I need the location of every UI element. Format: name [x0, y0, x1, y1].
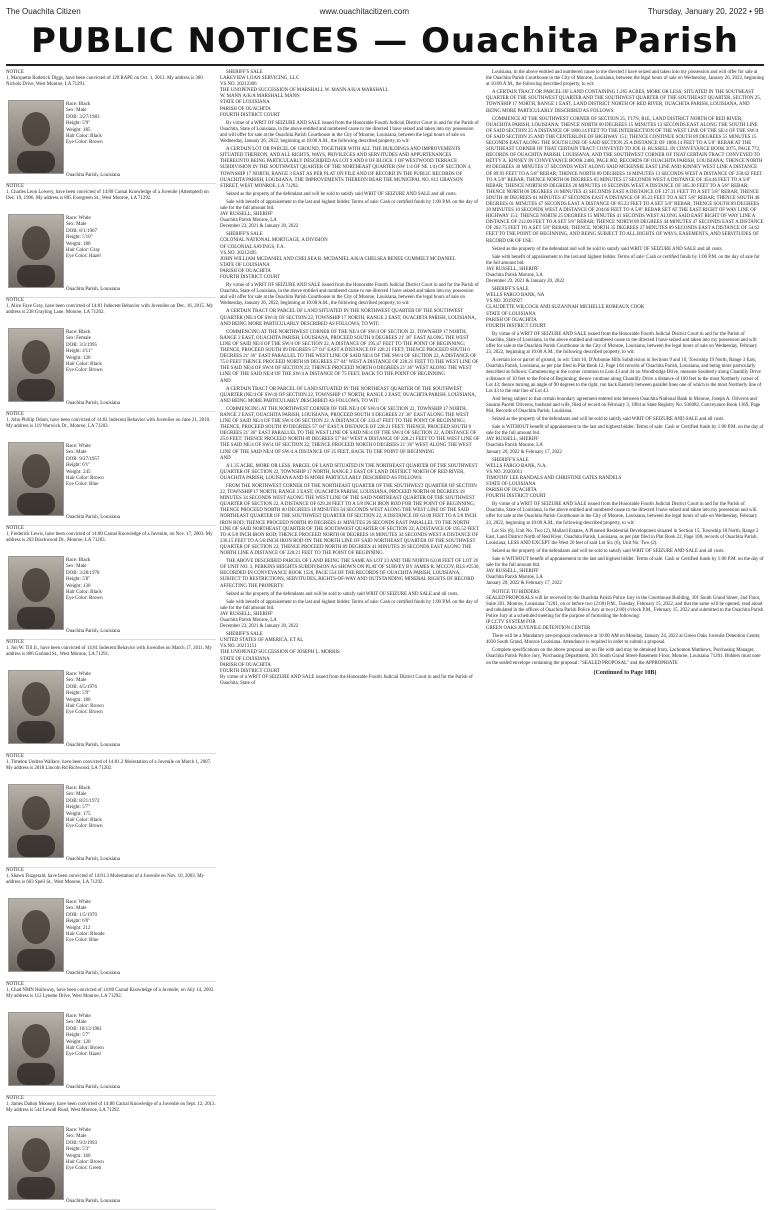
legal-paragraph: Seized as the property of the defendants and will be sold to satisfy said WRIT OF SEIZURE AND SALE and all costs.	[492, 548, 725, 554]
stat-line: Hair Color: Blonde	[66, 932, 105, 938]
notice-text: NOTICE 1, Marquette Roderick Diggs, have been convicted of 120 RAPE on Oct. 1, 2013. My address is 300 Nichols Drive, West Monroe, LA 71291.	[6, 70, 203, 87]
stat-line: DOB: 3/27/1983	[66, 114, 100, 120]
offender-stats	[66, 558, 103, 603]
stat-line: Height: 4'11"	[66, 349, 93, 355]
notice-text: NOTICE 1, Shawn Fitzgerald, have been convicted of 14:81.3 Molestation of a Juvenile on Nov. 10, 2003. My address is 603 Spell St., West Monroe, LA 71292.	[6, 868, 204, 885]
notice-location: Ouachita Parish, Louisiana	[66, 1084, 121, 1090]
stat-line: Sex: Female	[66, 336, 91, 342]
stat-line: Height: 6'0"	[66, 919, 91, 925]
offender-stats	[66, 900, 105, 945]
continued-note: (Continued to Page 10B)	[593, 669, 657, 676]
offender-notice	[6, 298, 216, 412]
stat-line: Sex: Male	[66, 792, 87, 798]
offender-photo	[8, 556, 64, 630]
stat-line: Race: Black	[66, 330, 91, 335]
stat-line: DOB: 9/3/1993	[66, 1140, 97, 1146]
page-header	[6, 4, 764, 18]
notice-location: Ouachita Parish, Louisiana	[66, 1198, 121, 1204]
section-banner	[0, 20, 770, 62]
legal-paragraph: Seized as the property of the defendant and will be sold to satisfy said WRIT OF SEIZURE AND SALE and all costs.	[226, 191, 457, 197]
legal-paragraph: SHERIFF'S SALE UNITED STATES OF AMERICA, ET AL VS.NO. 20213151 THE UNOPENED SUCCESSION OF JOSEPH L. MORRIS STATE OF LOUISIANA PARISH OF OUACHITA FOURTH DISTRICT COURT By virtue of a WRIT OF SEIZURE AND SALE issued from the Honorable Fourth Judicial District Court in and for the Parish of Ouachita, State of	[220, 632, 473, 686]
stat-line: Race: Black	[66, 786, 91, 791]
date-page: Thursday, January 20, 2022 • 9B	[647, 6, 764, 16]
notice-location: Ouachita Parish, Louisiana	[66, 400, 121, 406]
stat-line: Weight: 130	[66, 583, 91, 589]
notice-text: NOTICE 1, James Dalton Mooney, have been convicted of 14:80 Carnal Knowledge of a Juvenile on Sept. 12, 2013. My address is 544 Lewall Road, West Monroe, LA 71292.	[6, 1096, 216, 1113]
stat-line: Height: 5'7"	[66, 1033, 91, 1039]
stat-line: Weight: 120	[66, 1039, 91, 1045]
stat-line: Height: 5'3"	[66, 1147, 91, 1153]
stat-line: Hair Color: Brown	[66, 1160, 104, 1166]
stat-line: Hair Color: Black	[66, 818, 102, 824]
offender-stats	[66, 444, 104, 489]
legal-paragraph: SHERIFF'S SALE WELLS FARGO BANK, N.A. VS.NO. 20203011 TIMOTHY LEE RANDALS AND CHRISTINE GATES RANDELS STATE OF LOUISIANA PARISH OF OUACHITA FOURTH DISTRICT COURT	[486, 457, 622, 500]
offender-photo	[8, 670, 64, 744]
stat-line: DOB: 4/5/1976	[66, 684, 97, 690]
offender-notice	[6, 1096, 216, 1210]
stat-line: Hair Color: Brown	[66, 704, 104, 710]
stat-line: Height: 5'9"	[66, 691, 91, 697]
stat-line: DOB: 8/1/1967	[66, 228, 97, 234]
offender-photo	[8, 1012, 64, 1086]
stat-line: Weight: 175	[66, 811, 91, 817]
stat-line: Sex: Male	[66, 1134, 87, 1140]
notice-location: Ouachita Parish, Louisiana	[66, 628, 121, 634]
stat-line: Sex: Male	[66, 450, 87, 456]
legal-paragraph: Seized as the property of the defendant and will be sold to satisfy said WRIT OF SEIZURE AND SALE and all costs.	[492, 246, 723, 252]
legal-paragraph: THE ABOVE DESCRIBED PARCEL OF LAND BEING THE SAME AS LOT 23 AND THE NORTH 63.00 FEET OF LOT 26 OF UNIT NO. 3, PERKINS HEIGHTS SUBDIVISION AS SHOWN ON PLAT OF SURVEY BY JAMES R. MCCOY, RLS #2530, RECORDED IN CONVEYANCE BOOK 1526, PAGE 554 OF THE RECORDS OF OUACHITA PARISH, LOUISIANA, SUBJECT TO RESTRICTIONS, SERVITUDES, RIGHTS-OF-WAY AND OUTSTANDING MINERAL RIGHTS OF RECORD AFFECTING THE PROPERTY.	[220, 559, 480, 589]
legal-paragraph: COMMENCE AT THE SOUTHWEST CORNER OF SECTION 25, T17N, R1E, LAND DISTRICT NORTH OF RED RIVER, OUACHITA PARISH, LOUISIANA; THENCE NORTH 00 DEGREES 15 MINUTES 13 SECONDS EAST ALONG THE SOUTH LINE OF SAID SECTION 25 A DISTANCE OF 1800.14 FEET TO THE INTERSECTION OF THE WEST LINE OF THE SE/4 OF THE SW/4 OF SAID SECTION 25 AND THE CENTERLINE OF HIGHWAY 151; THENCE CONTINUE SOUTH 89 DEGREES 55 MINUTES 15 SECONDS EAST ALONG THE SOUTH LINE OF SAID SECTION 25 A DISTANCE OF 1800.14 FEET TO A 5/8" REBAR AT THE SOUTHEAST CORNER OF THAT CERTAIN TRACT CONVEYED TO JOE H. RUSSELL IN CONVEYANCE BOOK 2075, PAGE 772, RECORDS OF OUACHITA PARISH, LOUISIANA, AND THE SOUTHWEST CORNER OF THAT CERTAIN TRACT CONVEYED TO BETTY A. KINNEY IN CONVEYANCE BOOK 2400, PAGE 802, RECORDS OF OUACHITA PARISH, LOUISIANA; THENCE NORTH 89 DEGREES 30 MINUTES 37 SECONDS WEST ALONG SAID MCKENSIE EAST LINE AND KINNEY WEST LINE A DISTANCE OF 89.93 FEET TO A 5/8" REBAR; THENCE NORTH 89 DEGREES 16 MINUTES 13 SECONDS WEST A DISTANCE OF 258.62 FEET TO A 5/8" REBAR; THENCE NORTH 00 DEGREES 05 MINUTES 57 SECONDS WEST A DISTANCE OF 454.46 FEET TO A 5/8" REBAR; THENCE NORTH 89 DEGREES 20 MINUTES 10 SECONDS WEST A DISTANCE OF 385.30 FEET TO A 5/8" REBAR; THENCE NORTH 00 DEGREES 16 MINUTES 43 SECONDS EAST A DISTANCE OF 127.31 FEET TO A SET 5/8" REBAR; THENCE SOUTH 48 DEGREES 01 MINUTES 47 SECONDS EAST A DISTANCE OF 85.23 FEET TO A SET 5/8" REBAR; THENCE SOUTH 48 DEGREES 01 MINUTES 47 SECONDS EAST A DISTANCE OF 85.23 FEET TO A SET 5/8" REBAR; THENCE SOUTH 89 DEGREES 20 MINUTES 10 SECONDS WEST A DISTANCE OF 204.66 FEET TO A 5/8" REBAR SET AT THE EAST RIGHT OF WAY LINE OF HIGHWAY 151; THENCE NORTH 25 DEGREES 15 MINUTES 41 SECONDS WEST ALONG SAID EAST RIGHT OF WAY LINE A DISTANCE OF 212.00 FEET TO A SET 5/8" REBAR; THENCE NORTH 89 DEGREES 44 MINUTES 47 SECONDS EAST A DISTANCE OF 202.75 FEET TO A SET 5/8" REBAR; THENCE, NORTH 35 DEGREES 27 MINUTES 09 SECONDS EAST A DISTANCE OF 54.62 FEET TO THE POINT OF BEGINNING, AND BEING SUBJECT TO ALL RIGHTS OF WAYS, EASEMENTS, AND SERVITUDES OF RECORD OR OF USE.	[486, 116, 764, 244]
legal-paragraph: A certain lot or parcel of ground, to wit: Unit 10, D'Arbonne Hills Subdivision in Sections 9 and 10, Township 19 North, Range 3 East, Ouachita Parish, Louisiana, as per plat filed in Plat Book 12, Page 104 records of Ouachita Parish, Louisiana, and being more particularly described as follows: Commencing at the corner common to Lots 43 and 44 on Woodbridge Drive, measure Southerly along Chantilly Drive a distance of 10 feet to the Point of Beginning; thence continue along Chantilly Drive a distance of 100 feet to the most Northerly corner of Lot 43; thence turning an angle of 90 degrees to the right, run back Easterly between parallel lines one of which is the most Northerly line of Lot 43 to the rear line of Lot 43.	[486, 358, 762, 394]
stat-line: Race: Black	[66, 102, 91, 107]
offender-notice	[6, 184, 216, 298]
notice-location: Ouachita Parish, Louisiana	[66, 856, 121, 862]
stat-line: Race: White	[66, 900, 91, 905]
stat-line: Eye Color: Brown	[66, 368, 103, 374]
legal-paragraph: FROM THE NORTHWEST CORNER OF THE NORTHEAST QUARTER OF THE SOUTHWEST QUARTER OF SECTION 22, TOWNSHIP 17 NORTH, RANGE 2 EAST, OUACHITA PARISH, LOUISIANA, PROCEED NORTH 00 DEGREES 18 MINUTES 34 SECONDS WEST ALONG THE WEST LINE OF THE SAID NORTHEAST QUARTER OF THE SOUTHWEST QUARTER OF SECTION 22, A DISTANCE OF 629.28 FEET TO A 5/8 INCH IRON ROD FOR THE POINT OF BEGINNING; THENCE PROCEED NORTH 00 DEGREES 18 MINUTES 34 SECONDS WEST ALONG THE WEST LINE OF THE SAID NORTHEAST QUARTER OF THE SOUTHWEST QUARTER OF SECTION 22, A DISTANCE OF 63.00 FEET TO A 5/8 INCH IRON ROD; THENCE PROCEED NORTH 89 DEGREES 41 MINUTES 26 SECONDS EAST PARALLEL TO THE NORTH LINE OF SAID NORTHEAST QUARTER OF THE SOUTHWEST QUARTER OF SECTION 22, A DISTANCE OF 195.52 FEET TO A 5/8 INCH IRON ROD; THENCE PROCEED NORTH 00 DEGREES 18 MINUTES 34 SECONDS WEST A DISTANCE OF 236.15 FEET TO A 5/8 INCH IRON ROD ON THE NORTH LINE OF SAID NORTHEAST QUARTER OF THE SOUTHWEST QUARTER OF SECTION 22; THENCE PROCEED NORTH 89 DEGREES 41 MINUTES 26 SECONDS EAST ALONG THE NORTH LINE A DISTANCE OF 228.21 FEET TO THE POINT OF BEGINNING.	[220, 484, 479, 557]
stat-line: Weight: 185	[66, 127, 91, 133]
offender-notice	[6, 868, 216, 982]
offender-photo	[8, 100, 64, 174]
stat-line: Eye Color: Brown	[66, 824, 103, 830]
stat-line: Eye Color: Blue	[66, 482, 99, 488]
stat-line: Height: 6'1"	[66, 463, 91, 469]
stat-line: Race: White	[66, 1014, 91, 1019]
stat-line: Race: White	[66, 216, 91, 221]
legal-paragraph: Seized as the property of the defendants and will be sold to satisfy said WRIT OF SEIZURE AND SALE and all costs.	[492, 417, 725, 423]
offender-stats	[66, 786, 103, 831]
notice-text: NOTICE 1, Jon W. Till Jr., have been convicted of 14:81 Indecent Behavior with Juveniles on March 17, 2011. My address is 806 Garland St., West Monroe, LA 71291.	[6, 640, 213, 657]
paper-name: The Ouachita Citizen	[6, 6, 81, 16]
offender-notice	[6, 982, 216, 1096]
legal-paragraph: SHERIFF'S SALE WELLS FARGO BANK, NA VS.NO. 20193927 CLAUDETTE WILCOCK AND SUZANNAH MICHELLE ROBEAUX COOK STATE OF LOUISIANA PARISH OF OUACHITA FOURTH DISTRICT COURT	[486, 287, 645, 329]
legal-paragraph: By virtue of a WRIT OF SEIZURE AND SALE issued from the Honorable Fourth Judicial District Court in and for the Parish of Ouachita, State of Louisiana, in the above entitled and numbered cause to me directed I have seized and taken into my possession and will offer for sale at the Ouachita Parish Courthouse in the City of Monroe, Louisiana, between the legal hours of sale on Wednesday, February 23, 2022, beginning at 10:00 A.M., the following described property, to wit:	[486, 502, 758, 526]
stat-line: Weight: 180	[66, 697, 91, 703]
stat-line: Eye Color: Green	[66, 1166, 102, 1172]
stat-line: Sex: Male	[66, 678, 87, 684]
stat-line: Sex: Male	[66, 1020, 87, 1026]
legal-paragraph: By virtue of a WRIT OF SEIZURE AND SALE issued from the Honorable Fourth Judicial District Court in and for the Parish of Ouachita, State of Louisiana, in the above entitled and numbered cause to me directed I have seized and taken into my possession and will offer for sale at the Ouachita Parish Courthouse in the City of Monroe, Louisiana, between the legal hours of sale on Wednesday, January 26, 2022, beginning at 10:00 A.M., the following described property, to wit:	[220, 283, 479, 307]
stat-line: Height: 5'8"	[66, 577, 91, 583]
legal-paragraph: And being subject to that certain boundary agreement entered into between Ouachita National Bank in Monroe, Joseph A. Oliveros and Susann Pacetti Oliveros, husband and wife, filed of record on February 3, 1984 at State Registry No. 936082, Conveyance Book 1369, Page 864, Records of Ouachita Parish, Louisiana.	[486, 396, 761, 414]
stat-line: Race: White	[66, 444, 91, 449]
offender-photo	[8, 214, 64, 288]
notice-text: NOTICE 1, Chad NMN Holloway, have been convicted of 14:80 Carnal Knowledge of a Juvenile, on July 14, 2003. My address is 112 Lynette Drive, West Monroe, LA 71292.	[6, 982, 215, 999]
offender-photo	[8, 784, 64, 858]
stat-line: DOB: 10/13/1981	[66, 1026, 102, 1032]
offender-photo	[8, 898, 64, 972]
legal-paragraph: Lot Six (6), Unit No. Two (2), Mallard Estates, A Planned Residential Development situated in Section 15, Township 18 North, Range 3 East, Land District North of Red River, Ouachita Parish, Louisiana, as per plat filed in Plat Book 22, Page 108, records of Ouachita Parish, Louisiana, LESS AND EXCEPT the West 20 feet of said Lot Six (6), Unit No. Two (2).	[486, 528, 759, 546]
offender-photo	[8, 1126, 64, 1200]
stat-line: Sex: Male	[66, 108, 87, 114]
stat-line: DOB: 3/28/1978	[66, 570, 100, 576]
offender-notice	[6, 754, 216, 868]
stat-line: DOB: 3/3/1995	[66, 342, 97, 348]
offender-stats	[66, 330, 103, 375]
stat-line: Hair Color: Brown	[66, 1046, 104, 1052]
legal-paragraph: A 1.35 ACRE, MORE OR LESS, PARCEL OF LAND SITUATED IN THE NORTHEAST QUARTER OF THE SOUTHWEST QUARTER OF SECTION 22, TOWNSHIP 17 NORTH, RANGE 2 EAST OF LAND DISTRICT NORTH OF RED RIVER, OUACHITA PARISH, LOUISIANA AND IS MORE PARTICULARLY DESCRIBED AS FOLLOWS:	[220, 463, 478, 481]
offender-photo	[8, 328, 64, 402]
legal-notices-column	[486, 70, 764, 1020]
legal-paragraph: Sale is WITHOUT benefit of appraisement to the last and highest bidder. Terms of sale: Cash or Certified funds by 1:00 P.M. on the day of sale for the full amount bid. JAY RUSSELL, SHERIFF Ouachita Parish Monroe, LA January 20, 2022 & February 17, 2022	[486, 557, 764, 587]
stat-line: Sex: Male	[66, 906, 87, 912]
notice-text: NOTICE 1, Frederick Lewis, have been convicted of 14:80 Carnal Knowledge of a Juvenile, on Nov. 17, 2003. My address is 203 Blackwood Dr., Monroe, LA 71203.	[6, 526, 213, 543]
notice-text: NOTICE 1, Charles Leon Lowery, have been convicted of 14:80 Carnal Knowledge of a Juvenile (Attempted) on Dec. 19, 1996. My address is 805 Evergreen St., West Monroe, LA 71292.	[6, 184, 209, 201]
legal-paragraph: A CERTAIN LOT OR PARCEL OF GROUND, TOGETHER WITH ALL THE BUILDINGS AND IMPROVEMENTS SITUATED THEREON, AND ALL RIGHTS, WAYS, PRIVILEGES AND SERVITUDES AND APPURTENANCES THEREUNTO BEING PARTICULARLY DESCRIBED AS LOT 9 AND 8 OF BLOCK 1 OF WESTWOOD TERRACE SUBDIVISION IN THE SOUTHWEST QUARTER OF THE NORTHEAST QUARTER (SW 1/4 OF NE 1/4) OF SECTION 4, TOWNSHIP 17 NORTH, RANGE 3 EAST AS PER PLAT ON FILE AND OF RECORD IN THE PUBLIC RECORDS OF OUACHITA PARISH, LOUISIANA. THE IMPROVEMENTS THEREON BEAR THE MUNICIPAL NO. 813 GRAYSON STREET, WEST MONROE, LA 71292.	[220, 147, 472, 189]
stat-line: Sex: Male	[66, 564, 87, 570]
stat-line: Height: 5'9"	[66, 121, 91, 127]
legal-paragraph: SHERIFF'S SALE LAKEVIEW LOAN SERVICING, LLC VS.NO. 20212306 THE UNOPENED SUCCESSION OF MARSHALL W. MANN A/K/A MARSHALL W. MANN A/K/A MARSHALL MANN STATE OF LOUISIANA PARISH OF OUACHITA FOURTH DISTRICT COURT	[220, 70, 389, 118]
offender-stats	[66, 102, 103, 147]
offender-stats	[66, 1128, 104, 1173]
stat-line: DOB: 1/5/1970	[66, 912, 97, 918]
stat-line: Hair Color: Brown	[66, 476, 104, 482]
offender-notice	[6, 640, 216, 754]
stat-line: Race: White	[66, 1128, 91, 1133]
legal-paragraph: NOTICE TO BIDDERS SEALED PROPOSALS will be received by the Ouachita Parish Police Jury in the Courthouse Building, 301 South Grand Street, 2nd Floor, Suite 201, Monroe, Louisiana 71201, on or before two (2:00) P.M., Tuesday, February 15, 2022, and that the same will be opened, read aloud and tabulated in the offices of Ouachita Parish Police Jury at two (2:00) o'clock P.M., February 15, 2022 and submitted to the Ouachita Parish Police Jury at a scheduled meeting for the purpose of furnishing the following: IP CCTV SYSTEM FOR GREEN OAKS JUVENILE DETENTION CENTER	[486, 589, 764, 632]
sheriff-sales-column	[220, 70, 480, 1020]
stat-line: Weight: 245	[66, 469, 91, 475]
notice-text: NOTICE 1, John Phillip Odom, have been convicted of 14:81 Indecent Behavior with Juveniles on June 21, 2010. My address is 119 Warwick Dr., Monroe, LA 71203.	[6, 412, 211, 429]
offender-notice	[6, 526, 216, 640]
legal-paragraph: By virtue of a WRIT OF SEIZURE AND SALE issued from the Honorable Fourth Judicial District Court in and for the Parish of Ouachita, State of Louisiana, in the above entitled and numbered cause to me directed I have seized and taken into my possession and will offer for sale at the Ouachita Parish Courthouse in the City of Monroe, Louisiana, between the legal hours of sale on Wednesday, January 26, 2022, beginning at 10:00 A.M., the following described property, to wit:	[220, 120, 479, 145]
stat-line: Hair Color: Black	[66, 590, 102, 596]
stat-line: Sex: Male	[66, 222, 87, 228]
offender-stats	[66, 1014, 104, 1059]
stat-line: Height: 5'10"	[66, 235, 93, 241]
website: www.ouachitacitizen.com	[319, 6, 409, 16]
stat-line: Eye Color: Brown	[66, 140, 103, 146]
stat-line: Hair Color: Gray	[66, 248, 101, 254]
offender-notice	[6, 70, 216, 184]
stat-line: Eye Color: Hazel	[66, 1052, 101, 1058]
notice-location: Ouachita Parish, Louisiana	[66, 514, 121, 520]
legal-paragraph: Sale with benefit of appraisement to the last and highest bidder. Terms of sale: Cash or certified funds by 1:00 P.M. on the day of sale for the full amount bid. JAY RUSSELL, SHERIFF Ouachita Parish Monroe, LA December 23, 2021 & January 20, 2022	[220, 599, 479, 630]
notice-location: Ouachita Parish, Louisiana	[66, 172, 121, 178]
offender-photo	[8, 442, 64, 516]
legal-paragraph: A CERTAIN TRACT OR PARCEL OF LAND CONTAINING 1.265 ACRES, MORE OR LESS, SITUATED IN THE SOUTHEAST QUARTER OF THE SOUTHWEST QUARTER AND THE SOUTHWEST QUARTER OF THE SOUTHEAST QUARTER, SECTION 25, TOWNSHIP 17 NORTH, RANGE 1 EAST, LAND DISTRICT NORTH OF RED RIVER, OUACHITA PARISH, LOUISIANA, AND BEING MORE PARTICULARLY DESCRIBED AS FOLLOWS:	[486, 90, 761, 114]
legal-paragraph: Seized as the property of the defendants and will be sold to satisfy said WRIT OF SEIZURE AND SALE and all costs.	[226, 591, 459, 597]
notice-text: NOTICE 1, Alice Faye Gray, have been convicted of 14:81 Indecent Behavior with Juveniles on Dec. 16, 2015. My address is 238 Grayling Lane, Monroe, LA 71202.	[6, 298, 214, 315]
header-rule	[6, 64, 764, 66]
offender-stats	[66, 216, 101, 261]
offender-stats	[66, 672, 104, 717]
legal-paragraph: Sale with benefit of appraisement to the last and highest bidder. Terms of sale: Cash or certified funds by 1:00 P.M. on the day of sale for the full amount bid. JAY RUSSELL, SHERIFF Ouachita Parish Monroe, LA December 23, 2021 & January 20, 2022	[486, 254, 760, 285]
offender-notice	[6, 412, 216, 526]
section-title: PUBLIC NOTICES — Ouachita Parish	[31, 21, 739, 61]
notice-text: NOTICE 1, Timeion Undrea Wallace, have been convicted of 14:81.2 Molestation of a Juvenile on March 1, 2007. My address is 2818 Lincoln Rd Richwood, LA 71202.	[6, 754, 212, 771]
stat-line: Height: 5'7"	[66, 805, 91, 811]
offender-notices-column	[6, 70, 216, 1204]
stat-line: Hair Color: Black	[66, 362, 102, 368]
legal-paragraph: SHERIFF'S SALE COLONIAL NATIONAL MORTGAGE, A DIVISION OF COLONIAL SAVINGS, F.A. VS.NO. 20212495 JOHN WILLIAM MCDANIEL AND CHELSEA R. MCDANIEL A/K/A CHELSEA RENEE GUMMELT MCDANIEL STATE OF LOUISIANA PARISH OF OUACHITA FOURTH DISTRICT COURT	[220, 232, 456, 280]
stat-line: Hair Color: Black	[66, 134, 102, 140]
stat-line: Eye Color: Brown	[66, 710, 103, 716]
stat-line: Eye Color: Hazel	[66, 254, 101, 260]
stat-line: Eye Color: Brown	[66, 596, 103, 602]
legal-paragraph: Sale is WITHOUT benefit of appraisement to the last and highest bidder. Terms of sale: Cash or Certified funds by 1:00 P.M. on the day of sale for the full amount bid. JAY RUSSELL, SHERIFF Ouachita Parish Monroe, LA January 20, 2022 & February 17, 2022	[486, 425, 764, 455]
legal-paragraph: Sale with benefit of appraisement to the last and highest bidder. Terms of sale: Cash or certified funds by 1:00 P.M. on the day of sale for the full amount bid. JAY RUSSELL, SHERIFF Ouachita Parish Monroe, LA December 23, 2021 & January 20, 2022	[220, 199, 479, 230]
notice-location: Ouachita Parish, Louisiana	[66, 286, 121, 292]
stat-line: Weight: 212	[66, 925, 91, 931]
legal-paragraph: There will be a Mandatory pre-proposal conference at 10:00 AM on Monday, January 24, 2022 at Green Oaks Juvenile Detention Center, 4030 South Grand, Monroe Louisiana. Attendance is required in order to submit a proposal.	[486, 634, 761, 646]
legal-paragraph: Complete specifications on the above proposal are on file with and may be obtained from, Lachomon Matthews, Purchasing Manager, Ouachita Parish Police Jury, Purchasing Department, 301 South Grand Street-Basement Floor, Monroe, Louisiana 71201. Bidders must note on the sealed envelope containing the proposal: "SEALED PROPOSAL" and the APPROPRIATE	[486, 648, 761, 666]
notice-location: Ouachita Parish, Louisiana	[66, 970, 121, 976]
legal-paragraph: Louisiana, in the above entitled and numbered cause to me directed I have seized and taken into my possession and will offer for sale at the Ouachita Parish Courthouse in the City of Monroe, Louisiana, between the legal hours of sale on Wednesday, January 26, 2022, beginning at 10:00 A.M., the following described property, to wit:	[486, 70, 764, 88]
legal-paragraph: A CERTAIN TRACT OR PARCEL OF LAND SITUATED IN THE NORTHEAST QUARTER OF THE SOUTHWEST QUARTER (NE/4 OF SW/4) OF SECTION 22, TOWNSHIP 17 NORTH, RANGE 2 EAST, OUACHITA PARISH, LOUISIANA, AND BEING MORE PARTICULARLY DESCRIBED AS FOLLOWS, TO WIT:	[220, 386, 476, 404]
stat-line: Weight: 180	[66, 241, 91, 247]
legal-paragraph: A CERTAIN TRACT OR PARCEL OF LAND SITUATED IN THE NORTHWEST QUARTER OF THE SOUTHWEST QUARTER (NE/4 OF SW/4) OF SECTION 22, TOWNSHIP 17 NORTH, RANGE 2 EAST, OUACHITA PARISH, LOUISIANA, AND BEING MORE PARTICULARLY DESCRIBED AS FOLLOWS, TO WIT:	[220, 309, 476, 327]
legal-paragraph: COMMENCING AT THE NORTHWEST CORNER OF THE NE/4 OF SW/4 OF SECTION 22, TOWNSHIP 17 NORTH, RANGE 2 EAST, OUACHITA PARISH, LOUISIANA, PROCEED SOUTH 0 DEGREES 21' 36" EAST ALONG THE WEST LINE OF SAID NE/4 OF THE SW/4 OF SECTION 22, A DISTANCE OF 333.47 FEET TO THE POINT OF BEGINNING; THENCE, PROCEED SOUTH 89 DEGREES 57' 04" EAST A DISTANCE OF 228.21 FEET; THENCE, PROCEED SOUTH 0 DEGREES 21' 36" EAST PARALLEL TO THE WEST LINE OF SAID NE/4 OF THE SW/4 OF SECTION 22, A DISTANCE OF 25.0 FEET; THENCE PROCEED NORTH 89 DEGREES 57' 04" WEST A DISTANCE OF 228.21 FEET TO THE WEST LINE OF THE SAID NE/4 OF SW/4 OF SECTION 22; THENCE PROCEED NORTH 0 DEGREES 21' 36" WEST ALONG THE WEST LINE OF THE SAID NE/4 OF SW/4 A DISTANCE OF 25 FEET, BACK TO THE POINT OF BEGINNING AND	[220, 406, 480, 461]
legal-paragraph: COMMENCING AT THE NORTHWEST CORNER OF THE NE/4 OF SW/4 OF SECTION 22, TOWNSHIP 17 NORTH, RANGE 2 EAST, OUACHITA PARISH, LOUISIANA, PROCEED SOUTH 0 DEGREES 21' 36" EAST ALONG THE WEST LINE OF SAID NE/4 OF THE SW/4 OF SECTION 22, A DISTANCE OF 195.47 FEET TO THE POINT OF BEGINNING; THENCE, PROCEED SOUTH 89 DEGREES 57' 04" EAST A DISTANCE OF 228.21 FEET; THENCE PROCEED SOUTH 0 DEGREES 21' 36" EAST PARALLEL TO THE WEST LINE OF SAID NE/4 OF THE SW/4 OF SECTION 22, A DISTANCE OF 75.0 FEET THENCE PROCEED NORTH 89 DEGREES 57' 04" WEST A DISTANCE OF 228.21 FEET TO THE WEST LINE OF THE SAID NE/4 OF SW/4 OF SECTION 22; THENCE PROCEED NORTH 0 DEGREES 21' 36" WEST ALONG THE WEST LINE OF THE SAID NE/4 OF THE SW/4 A DISTANCE OF 75 FEET, BACK TO THE POINT OF BEGINNING AND	[220, 329, 479, 384]
stat-line: Weight: 160	[66, 1153, 91, 1159]
stat-line: Race: Black	[66, 558, 91, 563]
stat-line: DOB: 8/21/1972	[66, 798, 100, 804]
stat-line: DOB: 9/27/1957	[66, 456, 100, 462]
stat-line: Eye Color: Blue	[66, 938, 99, 944]
notice-location: Ouachita Parish, Louisiana	[66, 742, 121, 748]
stat-line: Weight: 120	[66, 355, 91, 361]
stat-line: Race: White	[66, 672, 91, 677]
legal-paragraph: By virtue of a WRIT OF SEIZURE AND SALE issued from the Honorable Fourth Judicial District Court in and for the Parish of Ouachita, State of Louisiana, in the above entitled and numbered cause to me directed I have seized and taken into my possession and will offer for sale at the Ouachita Parish Courthouse in the City of Monroe, Louisiana, between the legal hours of sale on Wednesday, February 23, 2022, beginning at 10:00 A.M., the following described property, to wit:	[486, 331, 758, 356]
